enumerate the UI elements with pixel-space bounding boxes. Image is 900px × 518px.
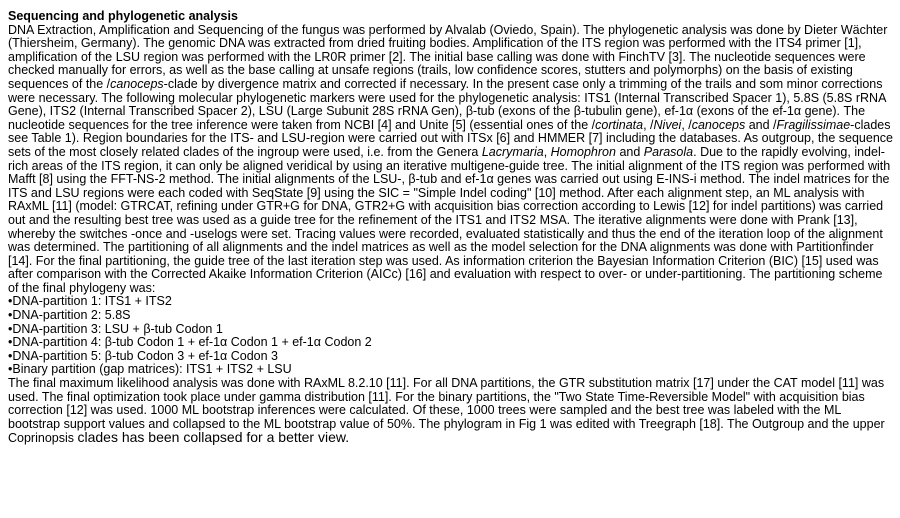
text-segment: . Due to the rapidly evolving, indel-rich areas of the ITS region, it can only be aligned veridical by using an iterative multigene-guide tree. The initial alignment of the ITS region was performed with Mafft [8] using the FFT-NS-2 method. The initial alignments of the LSU-, β-tub and ef-1α genes was carried out using E-INS-i method. The indel matrices for the ITS and LSU regions were each coded with SeqState [9] using the SIC = "Simple Indel coding" [10] method. After each alignment step, an ML analysis with RAxML [11] (model: GTRCAT, refining under GTR+G for DNA, GTR2+G with acquisition bias correction according to Lewis [12] for indel partitions) was carried out and the resulting best tree was used as a guide tree for the refinement of the ITS1 and ITS2 MSA. The iterative alignments were done with Prank [13], whereby the switches -once and -uselogs were set. Tracing values were recorded, evaluated statistically and thus the end of the iteration loop of the alignment was determined. The partitioning of all alignments and the indel matrices as well as the model selection for the DNA alignments was done with Partitionfinder [14]. For the final partitioning, the guide tree of the last iteration step was used. As information criterion the Bayesian Information Criterion (BIC) [15] used was after comparison with the Corrected Akaike Information Criterion (AICc) [16] and evaluation with respect to over- or under-partitioning. The partitioning scheme of the final phylogeny was: — [8, 144, 891, 295]
text-segment: and — [615, 144, 644, 159]
text-segment: -clade by divergence matrix and corrected if necessary. In the present case only a trimming of the trails and som minor corrections were necessary. The following molecular phylogenetic markers were used for the phylogenetic analysis: ITS1 (Internal Transcribed Spacer 1), 5.8S (5.8S rRNA Gene), ITS2 (Internal Transcribed Spacer 2), LSU (Large Subunit 28S rRNA Gen), β-tub (exons of the β-tubulin gene), ef-1α (exons of the ef-1α gene). The nucleotide sequences for the tree inference were taken from NCBI [4] and Unite [5] (essential ones of the / — [8, 76, 886, 132]
methods-paragraph — [8, 24, 894, 296]
text-segment: and / — [745, 117, 777, 132]
italic-term: Lacrymaria — [481, 144, 544, 159]
italic-term: Parasola — [643, 144, 694, 159]
list-item: •DNA-partition 2: 5.8S — [8, 308, 131, 323]
list-item: •Binary partition (gap matrices): ITS1 + ITS2 + LSU — [8, 362, 292, 377]
text-segment: DNA Extraction, Amplification and Sequencing of the fungus was performed by Alvalab (Oviedo, Spain). The phylogenetic analysis was done by Dieter Wächter (Thiersheim, Germany). The genomic DNA was extracted from dried fruiting bodies. Amplification of the ITS region was performed with the ITS4 primer [1], amplification of the LSU region was performed with the LR0R primer [2]. The initial base calling was done with FinchTV [3]. The nucleotide sequences were checked manually for errors, as well as the base calling at unsafe regions (trails, low confidence scores, stutters and polymorphs) on the basis of existing sequences of the / — [8, 22, 888, 91]
text-segment: -clades see Table 1). Region boundaries for the ITS- and LSU-region were carried out with ITSx [6] and HMMER [7] including the databases. As outgroup, the sequence sets of the most closely related clades of the ingroup were used, i.e. from the Genera — [8, 117, 893, 159]
document-body — [8, 10, 894, 446]
italic-term: cortinata — [595, 117, 644, 132]
text-segment: , — [543, 144, 551, 159]
italic-term: Nivei — [653, 117, 682, 132]
list-item: •DNA-partition 4: β-tub Codon 1 + ef-1α Codon 1 + ef-1α Codon 2 — [8, 335, 372, 350]
list-item: •DNA-partition 1: ITS1 + ITS2 — [8, 294, 172, 309]
italic-term: Homophron — [550, 144, 616, 159]
text-segment: The final maximum likelihood analysis was done with RAxML 8.2.10 [11]. For all DNA partitions, the GTR substitution matrix [17] under the CAT model [11] was used. The final optimization took place under gamma distribution [11]. For the binary partitions, the "Two State Time-Reversible Model" with acquisition bias correction [12] was used. 1000 ML bootstrap inferences were calculated. Of these, 1000 trees were sampled and the best tree was labeled with the ML bootstrap support values and collapsed to the ML bootstrap value of 50%. The phylogram in Fig 1 was edited with Treegraph [18]. The Outgroup and the upper Coprinopsis — [8, 376, 885, 446]
text-segment: , / — [681, 117, 692, 132]
italic-term: Fragilissimae — [776, 117, 851, 132]
list-item: •DNA-partition 5: β-tub Codon 3 + ef-1α Codon 3 — [8, 348, 278, 363]
italic-term: canoceps — [110, 76, 164, 91]
partition-list — [8, 295, 894, 377]
text-segment-large: clades has been collapsed for a better view. — [77, 429, 350, 446]
italic-term: canoceps — [691, 117, 746, 132]
text-segment: , / — [643, 117, 654, 132]
results-paragraph — [8, 377, 894, 446]
section-heading: Sequencing and phylogenetic analysis — [8, 9, 238, 23]
list-item: •DNA-partition 3: LSU + β-tub Codon 1 — [8, 321, 223, 336]
